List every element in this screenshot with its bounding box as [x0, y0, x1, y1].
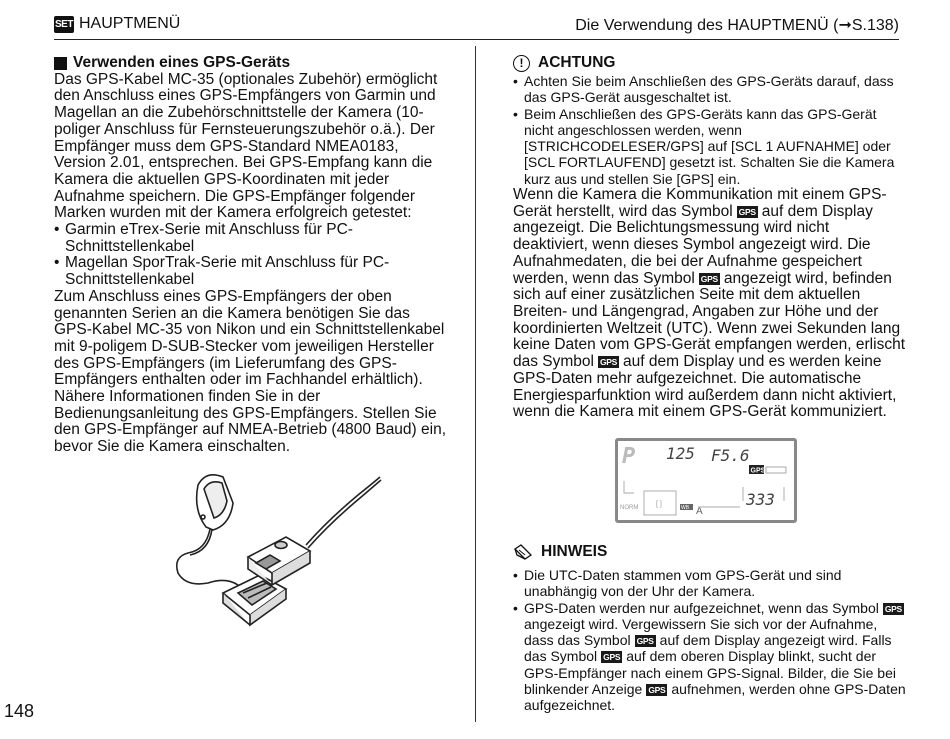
left-column	[54, 55, 449, 456]
list-item: • Achten Sie beim Anschließen des GPS-Geräts darauf, dass das GPS-Gerät ausgeschaltet ist.	[513, 73, 908, 106]
gps-symbol-icon: GPS	[884, 603, 902, 614]
lcd-a: A	[696, 506, 703, 517]
hint-block	[513, 543, 908, 714]
lcd-mode: P	[622, 444, 636, 469]
exclamation-circle-icon: !	[513, 55, 530, 72]
gps-symbol-icon: GPS	[738, 206, 756, 217]
lcd-frame-count: 333	[746, 490, 775, 509]
hint-heading	[513, 543, 908, 561]
list-item: • Garmin eTrex-Serie mit Anschluss für PC-Schnittstellenkabel	[54, 222, 449, 255]
page-number: 148	[4, 701, 35, 721]
hint-list	[513, 567, 908, 714]
caution-title: ACHTUNG	[538, 54, 616, 72]
lcd-aperture: F5.6	[711, 446, 750, 465]
gps-description	[513, 187, 908, 421]
text-run: auf dem Display angezeigt. Die Belichtungsmessung wird nicht deaktiviert, wenn dieses Symbol angezeigt wird. Die Aufnahmedaten, die bei der Aufnahme gespeichert werden, wenn das Symbol	[513, 202, 873, 287]
section-heading-text: Verwenden eines GPS-Geräts	[73, 54, 291, 71]
page-header	[54, 13, 899, 40]
gps-symbol-icon: GPS	[636, 636, 654, 647]
text-run: auf dem oberen Display blinkt, sucht der GPS-Empfänger nach einem GPS-Signal. Bilder, die Sie bei blinkender Anzeige	[524, 648, 896, 698]
pencil-note-icon	[513, 543, 533, 561]
text-run: GPS-Daten werden nur aufgezeichnet, wenn das Symbol	[524, 599, 879, 616]
lcd-wb: WB	[681, 505, 690, 511]
square-bullet-icon	[54, 57, 67, 70]
section-heading	[54, 55, 449, 72]
header-title: HAUPTMENÜ	[79, 15, 181, 32]
right-column	[513, 55, 908, 421]
gps-symbol-icon: GPS	[648, 685, 666, 696]
gps-symbol-icon: GPS	[599, 357, 618, 368]
column-divider	[475, 46, 476, 722]
gps-symbol-icon: GPS	[603, 652, 621, 663]
svg-text:[ ]: [ ]	[656, 501, 662, 508]
list-item: • Beim Anschließen des GPS-Geräts kann das GPS-Gerät nicht angeschlossen werden, wenn [STRICHCODELESER/GPS] auf [SCL 1 AUFNAHME] oder [SCL FORTLAUFEND] gesetzt ist. Schalten Sie die Kamera kurz aus und stellen Sie [GPS] ein.	[513, 106, 908, 187]
list-item	[513, 600, 908, 714]
text-run: angezeigt wird, befinden sich auf einer zusätzlichen Seite mit dem aktuellen Breiten- und Längengrad, Angaben zur Höhe und der koordinierten Weltzeit (UTC). Wenn zwei Sekunden lang keine Daten vom GPS-Gerät empfangen werden, erlischt das Symbol	[513, 269, 905, 371]
gps-symbol-icon: GPS	[700, 273, 718, 284]
text-run: auf dem Display und es werden keine GPS-Daten mehr aufgezeichnet. Die automatische Energiesparfunktion wird außerdem dann nicht aktiviert, wenn die Kamera mit einem GPS-Gerät kommuniziert.	[513, 353, 897, 421]
text-run: auf dem Display angezeigt wird. Falls das Symbol	[524, 632, 892, 665]
set-menu-icon: SET	[54, 16, 74, 33]
caution-heading	[513, 55, 908, 72]
list-item: • Die UTC-Daten stammen vom GPS-Gerät und sind unabhängig von der Uhr der Kamera.	[513, 567, 908, 600]
camera-lcd-display	[615, 438, 797, 523]
lcd-gps-symbol: GPS	[750, 467, 766, 475]
text-run: angezeigt wird. Vergewissern Sie sich vor der Aufnahme, dass das Symbol	[524, 615, 878, 649]
hint-title: HINWEIS	[541, 543, 608, 560]
lcd-graphic	[618, 441, 794, 520]
caution-list	[513, 73, 908, 187]
lcd-norm: NORM	[620, 505, 639, 511]
body-paragraph: Zum Anschluss eines GPS-Empfängers der oben genannten Serien an die Kamera benötigen Sie das GPS-Kabel MC-35 von Nikon und ein Schnittstellenkabel mit 9-poligem D-SUB-Stecker vom jeweiligen Hersteller des GPS-Empfängers (im Lieferumfang des GPS-Empfängers enthalten oder im Fachhandel erhältlich). Nähere Informationen finden Sie in der Bedienungsanleitung des GPS-Empfängers. Stellen Sie den GPS-Empfänger auf NMEA-Betrieb (4800 Baud) ein, bevor Sie die Kamera einschalten.	[54, 287, 447, 456]
intro-paragraph: Das GPS-Kabel MC-35 (optionales Zubehör) ermöglicht den Anschluss eines GPS-Empfängers von Garmin und Magellan an die Zubehörschnittstelle der Kamera (10-poliger Anschluss für Fernsteuerungszubehör o.ä.). Der Empfänger muss dem GPS-Standard NMEA0183, Version 2.01, entsprechen. Bei GPS-Empfang kann die Kamera die aktuellen GPS-Koordinaten mit jeder Aufnahme speichern. Die GPS-Empfänger folgender Marken wurden mit der Kamera erfolgreich getestet:	[54, 70, 438, 222]
gps-cable-illustration	[168, 465, 383, 650]
text-run: aufnehmen, werden ohne GPS-Daten aufgezeichnet.	[524, 681, 906, 714]
receiver-list	[54, 222, 449, 289]
list-item: • Magellan SporTrak-Serie mit Anschluss für PC-Schnittstellenkabel	[54, 255, 449, 288]
lcd-shutter: 125	[666, 444, 695, 463]
text-run: Wenn die Kamera die Kommunikation mit einem GPS-Gerät herstellt, wird das Symbol	[513, 186, 887, 220]
header-reference: Die Verwendung des HAUPTMENÜ (➞S.138)	[575, 17, 899, 34]
